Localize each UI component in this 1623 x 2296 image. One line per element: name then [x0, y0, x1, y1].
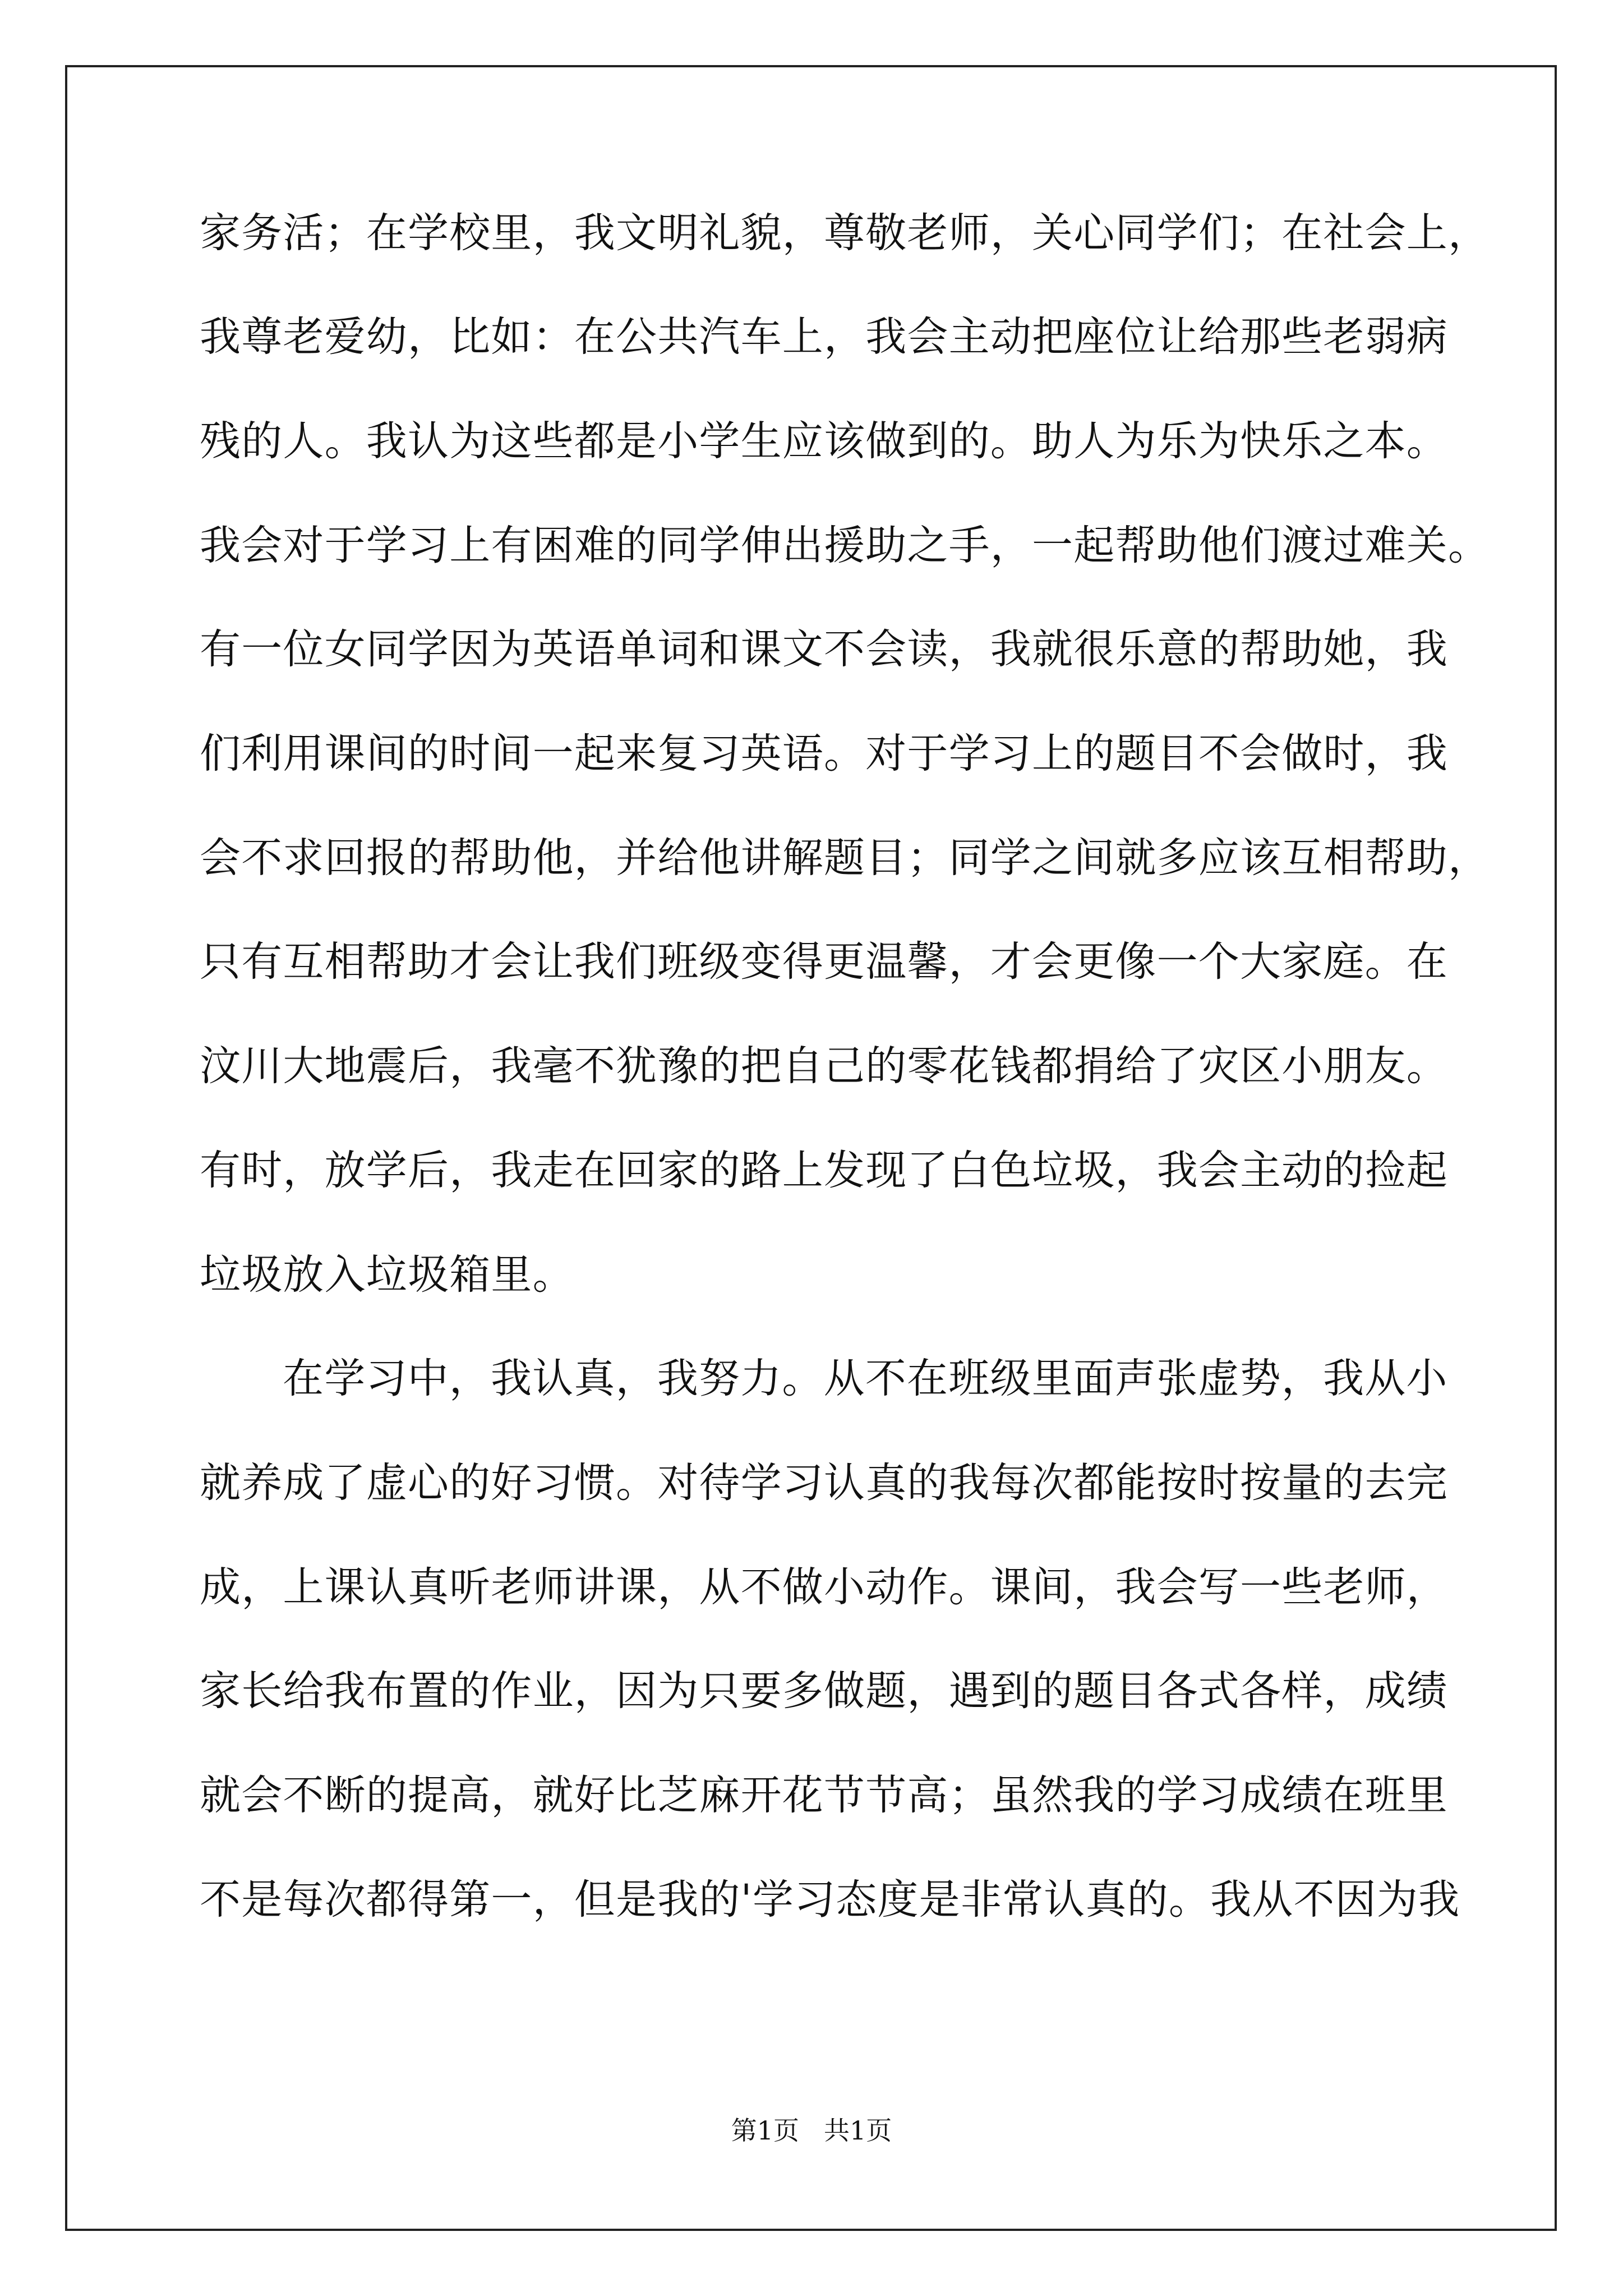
page-count: 共1页 [824, 2115, 892, 2146]
text-line: 不是每次都得第一，但是我的'学习态度是非常认真的。我从不因为我 [200, 1876, 1460, 1924]
text-line: 家长给我布置的作业，因为只要多做题，遇到的题目各式各样，成绩 [200, 1667, 1448, 1715]
text-line: 只有互相帮助才会让我们班级变得更温馨，才会更像一个大家庭。在 [200, 938, 1448, 986]
page-number: 第1页 [731, 2115, 799, 2146]
text-line: 会不求回报的帮助他，并给他讲解题目；同学之间就多应该互相帮助， [200, 834, 1490, 882]
text-line: 们利用课间的时间一起来复习英语。对于学习上的题目不会做时，我 [200, 730, 1448, 777]
text-line: 残的人。我认为这些都是小学生应该做到的。助人为乐为快乐之本。 [200, 417, 1448, 465]
text-line: 家务活；在学校里，我文明礼貌，尊敬老师，关心同学们；在社会上， [200, 209, 1490, 257]
text-line: 汶川大地震后，我毫不犹豫的把自己的零花钱都捐给了灾区小朋友。 [200, 1042, 1448, 1090]
text-line: 有时，放学后，我走在回家的路上发现了白色垃圾，我会主动的捡起 [200, 1147, 1448, 1194]
text-line: 成，上课认真听老师讲课，从不做小动作。课间，我会写一些老师， [200, 1563, 1448, 1611]
text-line: 有一位女同学因为英语单词和课文不会读，我就很乐意的帮助她，我 [200, 625, 1448, 673]
text-line: 垃圾放入垃圾箱里。 [200, 1251, 574, 1299]
text-line: 我尊老爱幼，比如：在公共汽车上，我会主动把座位让给那些老弱病 [200, 313, 1448, 361]
text-line: 就会不断的提高，就好比芝麻开花节节高；虽然我的学习成绩在班里 [200, 1772, 1448, 1819]
text-line: 我会对于学习上有困难的同学伸出援助之手，一起帮助他们渡过难关。 [200, 522, 1490, 569]
text-line: 就养成了虚心的好习惯。对待学习认真的我每次都能按时按量的去完 [200, 1459, 1448, 1507]
text-line-paragraph-start: 在学习中，我认真，我努力。从不在班级里面声张虚势，我从小 [283, 1355, 1448, 1402]
page-footer [0, 2114, 1623, 2147]
